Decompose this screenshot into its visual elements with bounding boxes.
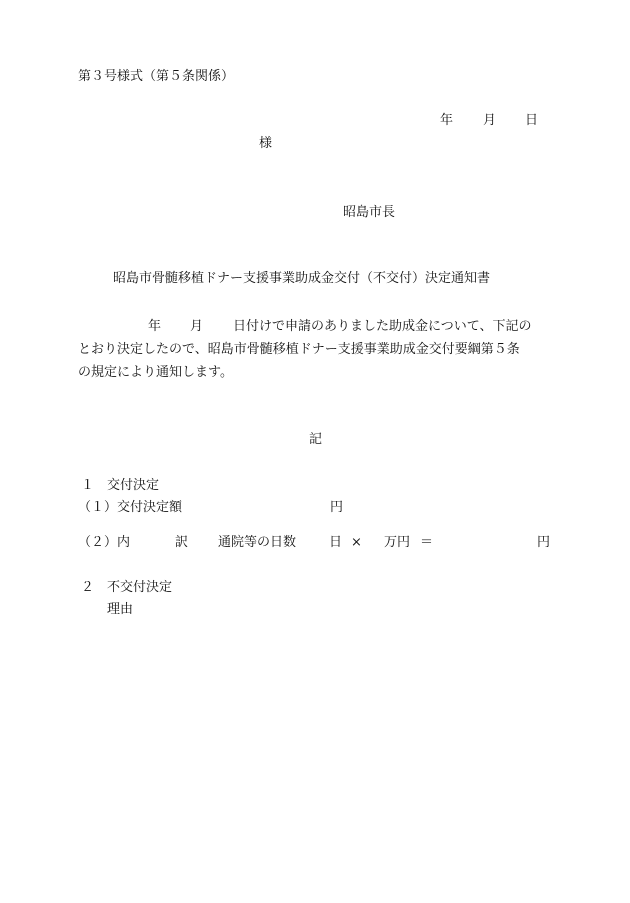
item2-man-yen: 万円 bbox=[384, 535, 411, 550]
date-month: 月 bbox=[483, 113, 497, 128]
item2-yen: 円 bbox=[537, 535, 551, 550]
body-line1-rest: 日付けで申請のありました助成金について、下記の bbox=[233, 319, 532, 334]
item1-unit: 円 bbox=[330, 500, 344, 515]
issuer: 昭島市長 bbox=[343, 205, 396, 220]
item2-label2: 訳 bbox=[175, 535, 189, 550]
body-line3: の規定により通知します。 bbox=[78, 365, 233, 380]
section2-reason: 理由 bbox=[107, 602, 134, 617]
body-year: 年 bbox=[148, 319, 162, 334]
item2-day-unit: 日 bbox=[329, 535, 343, 550]
item2-equals: ＝ bbox=[420, 535, 434, 550]
document-title: 昭島市骨髄移植ドナー支援事業助成金交付（不交付）決定通知書 bbox=[113, 271, 491, 286]
addressee-suffix: 様 bbox=[259, 136, 273, 151]
date-day: 日 bbox=[525, 113, 539, 128]
ki-heading: 記 bbox=[309, 432, 323, 447]
item2-label: （２）内 bbox=[78, 535, 131, 550]
body-month: 月 bbox=[190, 319, 204, 334]
section1-title: １ 交付決定 bbox=[81, 478, 160, 493]
item2-times: × bbox=[351, 535, 362, 550]
section2-title: ２ 不交付決定 bbox=[81, 580, 173, 595]
item2-days-label: 通院等の日数 bbox=[218, 535, 297, 550]
form-number: 第３号様式（第５条関係） bbox=[78, 69, 235, 84]
date-year: 年 bbox=[440, 113, 454, 128]
body-line2: とおり決定したので、昭島市骨髄移植ドナー支援事業助成金交付要綱第５条 bbox=[78, 342, 520, 357]
item1-label: （１）交付決定額 bbox=[78, 500, 183, 515]
